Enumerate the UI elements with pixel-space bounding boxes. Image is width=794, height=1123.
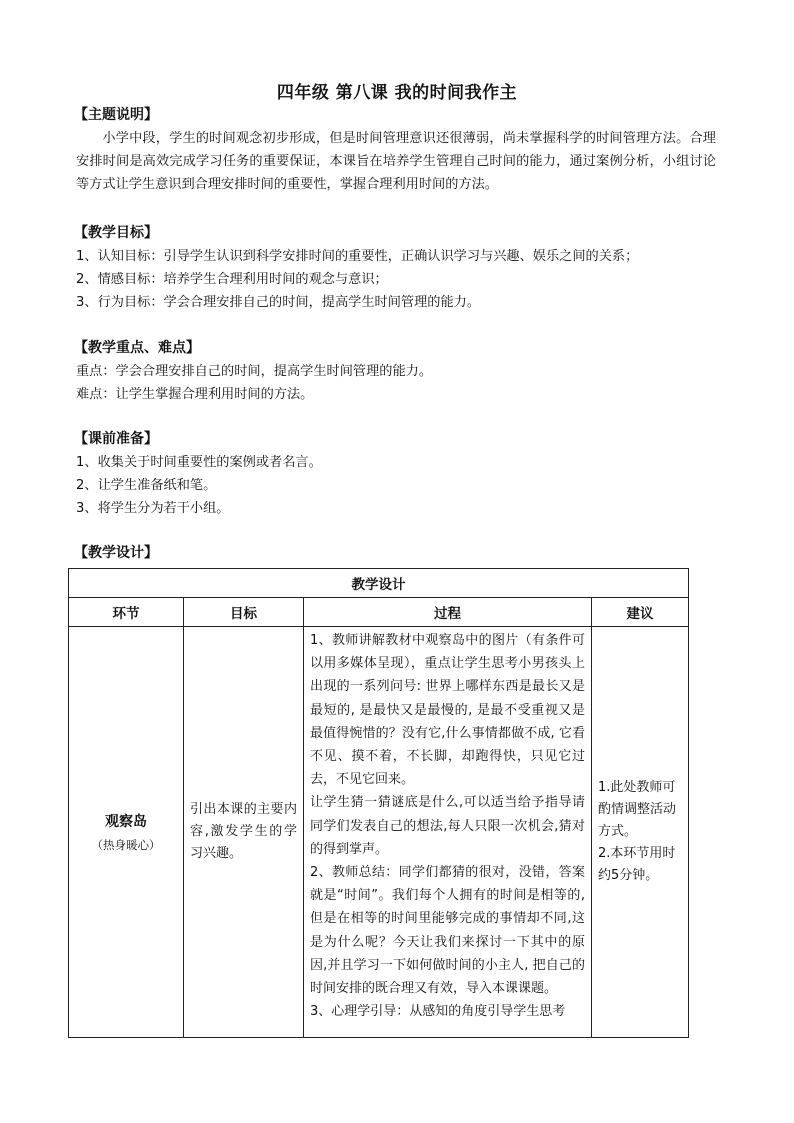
process-step-3: 3、心理学引导：从感知的角度引导学生思考 <box>310 1004 566 1020</box>
section-heading-goals: 【教学目标】 <box>74 225 158 241</box>
stage-subtitle: （热身暖心） <box>91 838 161 852</box>
table-caption-row <box>69 569 689 598</box>
goal-item-3: 3、行为目标：学会合理安排自己的时间，提高学生时间管理的能力。 <box>76 295 481 310</box>
section-heading-focus: 【教学重点、难点】 <box>74 340 200 356</box>
theme-section <box>76 104 716 196</box>
table-row <box>69 627 689 1038</box>
advice-item-2: 2.本环节用时约5分钟。 <box>598 846 676 883</box>
design-section <box>76 542 716 565</box>
process-cell <box>304 627 592 1038</box>
section-heading-design: 【教学设计】 <box>74 545 158 561</box>
goal-item-2: 2、情感目标：培养学生合理利用时间的观念与意识； <box>76 272 388 287</box>
column-header-process: 过程 <box>304 598 592 627</box>
process-step-guess: 让学生猜一猜谜底是什么,可以适当给予指导请同学们发表自己的想法,每人只限一次机会,猜对的得到掌声。 <box>310 795 585 857</box>
stage-name: 观察岛 <box>105 814 147 830</box>
prep-item-1: 1、收集关于时间重要性的案例或者名言。 <box>76 455 322 470</box>
table-header-row <box>69 598 689 627</box>
column-header-goal: 目标 <box>184 598 304 627</box>
theme-paragraph: 小学中段，学生的时间观念初步形成，但是时间管理意识还很薄弱，尚未掌握科学的时间管理方法。合理安排时间是高效完成学习任务的重要保证，本课旨在培养学生管理自己时间的能力，通过案例分析，小组讨论等方式让学生意识到合理安排时间的重要性，掌握合理利用时间的方法。 <box>76 131 716 192</box>
prep-section <box>76 428 716 520</box>
process-step-1: 1、教师讲解教材中观察岛中的图片（有条件可以用多媒体呈现），重点让学生思考小男孩头上出现的一系列问号: 世界上哪样东西是最长又是最短的, 是最快又是最慢的, 是最不受重视又是最值得惋惜的？没有它,什么事情都做不成, 它看不见、摸不着，不长脚，却跑得快，只见它过去，不见它回来。 <box>310 633 585 788</box>
prep-item-2: 2、让学生准备纸和笔。 <box>76 478 217 493</box>
focus-item-difficulty: 难点：让学生掌握合理利用时间的方法。 <box>76 387 314 402</box>
table-caption: 教学设计 <box>69 569 689 598</box>
advice-cell <box>592 627 689 1038</box>
advice-item-1: 1.此处教师可酌情调整活动方式。 <box>598 780 677 839</box>
column-header-stage: 环节 <box>69 598 184 627</box>
goal-item-1: 1、认知目标：引导学生认识到科学安排时间的重要性，正确认识学习与兴趣、娱乐之间的关系； <box>76 249 639 264</box>
prep-item-3: 3、将学生分为若干小组。 <box>76 501 230 516</box>
stage-cell <box>69 627 184 1038</box>
teaching-design-table <box>68 568 689 1038</box>
process-step-2: 2、教师总结：同学们都猜的很对，没错，答案就是“时间”。我们每个人拥有的时间是相等的,但是在相等的时间里能够完成的事情却不同,这是为什么呢？今天让我们来探讨一下其中的原因,并且学习一下如何做时间的小主人, 把自己的时间安排的既合理又有效，导入本课课题。 <box>310 865 585 997</box>
section-heading-theme: 【主题说明】 <box>74 107 158 123</box>
focus-section <box>76 337 716 406</box>
section-heading-prep: 【课前准备】 <box>74 431 158 447</box>
page-title: 四年级 第八课 我的时间我作主 <box>276 83 518 103</box>
goals-section <box>76 222 716 314</box>
column-header-advice: 建议 <box>592 598 689 627</box>
goal-cell: 引出本课的主要内容,激发学生的学习兴趣。 <box>184 627 304 1038</box>
focus-item-key: 重点：学会合理安排自己的时间，提高学生时间管理的能力。 <box>76 364 433 379</box>
